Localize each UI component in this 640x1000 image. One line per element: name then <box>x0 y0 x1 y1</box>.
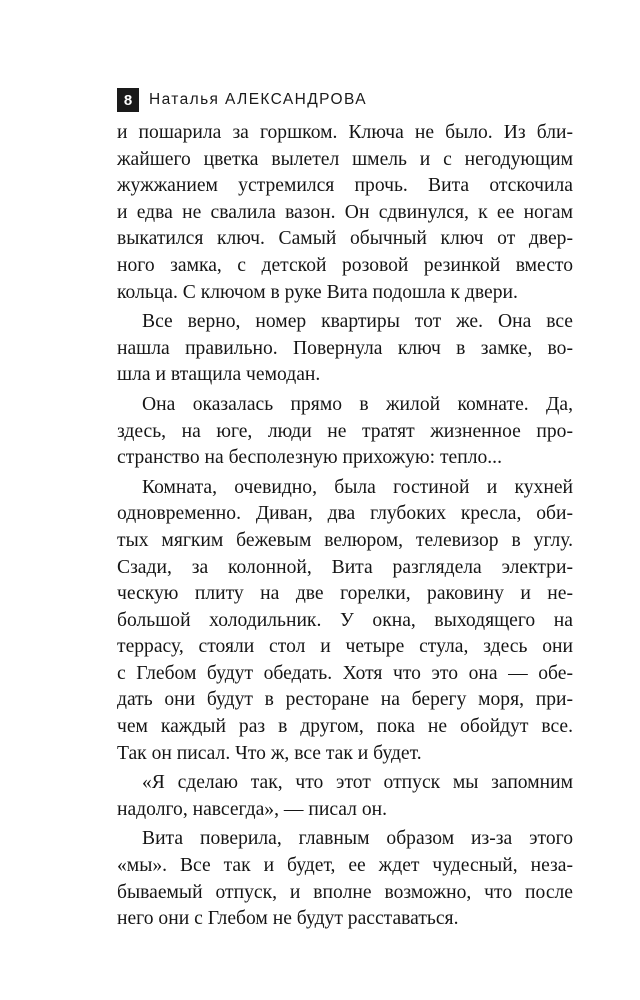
text-line: с Глебом будут обедать. Хотя что это она — обе- <box>117 662 573 684</box>
text-line: «Я сделаю так, что этот отпуск мы запомним <box>142 772 573 794</box>
body-text <box>117 120 573 933</box>
text-line: Она оказалась прямо в жилой комнате. Да, <box>142 393 573 415</box>
text-line: надолго, навсегда», — писал он. <box>117 798 388 820</box>
paragraph <box>117 120 573 306</box>
text-line: него они с Глебом не будут расставаться. <box>117 908 459 930</box>
text-line: Вита поверила, главным образом из-за этого <box>142 828 573 850</box>
text-line: здесь, на юге, люди не тратят жизненное про- <box>117 420 573 442</box>
text-line: большой холодильник. У окна, выходящего на <box>117 609 573 631</box>
text-line: и пошарила за горшком. Ключа не было. Из бли- <box>117 122 573 143</box>
text-line: Все верно, номер квартиры тот же. Она все <box>142 311 573 333</box>
page-number: 8 <box>117 88 139 112</box>
text-line: странство на бесполезную прихожую: тепло... <box>117 447 502 469</box>
text-line: Комната, очевидно, была гостиной и кухней <box>142 476 573 498</box>
text-line: ческую плиту на две горелки, раковину и не- <box>117 583 573 605</box>
text-line: Сзади, за колонной, Вита разглядела электри- <box>117 556 573 578</box>
paragraph <box>117 475 573 768</box>
text-line: чем каждый раз в другом, пока не обойдут все. <box>117 716 573 738</box>
text-line: и едва не свалила вазон. Он сдвинулся, к ее ногам <box>117 201 573 223</box>
text-line: ного замка, с детской розовой резинкой вместо <box>117 254 573 276</box>
text-line: бываемый отпуск, и вполне возможно, что после <box>117 881 573 903</box>
text-line: одновременно. Диван, два глубоких кресла, оби- <box>117 503 573 525</box>
paragraph <box>117 309 573 389</box>
paragraph <box>117 770 573 823</box>
text-line: шла и втащила чемодан. <box>117 364 321 386</box>
text-line: выкатился ключ. Самый обычный ключ от двер- <box>117 228 573 250</box>
text-line: дать они будут в ресторане на берегу моря, при- <box>117 689 573 711</box>
paragraph <box>117 392 573 472</box>
text-line: кольца. С ключом в руке Вита подошла к двери. <box>117 281 518 303</box>
text-line: жайшего цветка вылетел шмель и с негодующим <box>117 148 573 170</box>
text-line: жужжанием устремился прочь. Вита отскочила <box>117 175 573 197</box>
paragraph <box>117 826 573 932</box>
text-line: «мы». Все так и будет, ее ждет чудесный, неза- <box>117 855 573 877</box>
text-line: Так он писал. Что ж, все так и будет. <box>117 742 422 764</box>
running-header <box>117 87 367 113</box>
text-line: нашла правильно. Повернула ключ в замке, во- <box>117 337 573 359</box>
author-name: Наталья АЛЕКСАНДРОВА <box>149 91 367 108</box>
text-line: тых мягким бежевым велюром, телевизор в углу. <box>117 529 573 551</box>
text-line: террасу, стояли стол и четыре стула, здесь они <box>117 636 573 658</box>
